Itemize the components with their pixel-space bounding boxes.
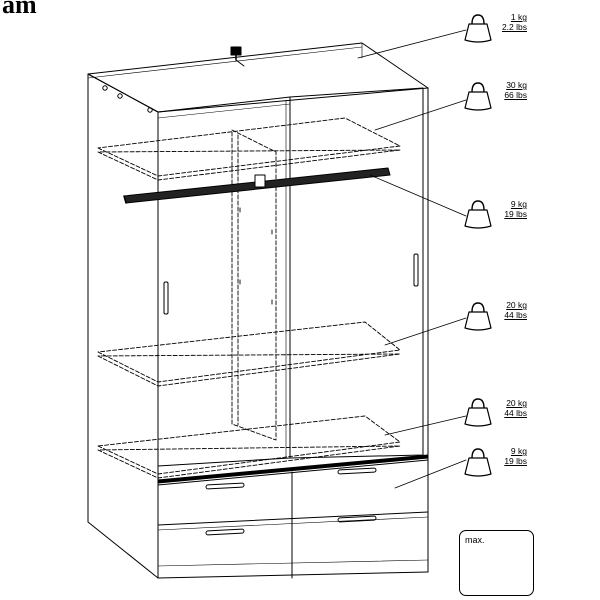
load-label-drawer (487, 446, 527, 466)
load-lbs: 2.2 lbs (501, 22, 527, 32)
load-kg: 20 kg (506, 300, 527, 310)
load-lbs: 66 lbs (504, 90, 527, 100)
load-label-hanging-rail (487, 199, 527, 219)
load-kg: 9 kg (510, 199, 527, 209)
leader-lines (358, 30, 466, 488)
load-kg: 1 kg (510, 12, 527, 22)
load-lbs: 44 lbs (504, 408, 527, 418)
load-kg: 30 kg (506, 80, 527, 90)
load-kg: 9 kg (510, 446, 527, 456)
right-door-handle (414, 254, 418, 286)
load-lbs: 44 lbs (504, 310, 527, 320)
hanging-rail (124, 168, 390, 203)
load-kg: 20 kg (506, 398, 527, 408)
drawer-handle-bottom-left (206, 529, 244, 535)
max-load-label: max. (465, 535, 485, 545)
drawers (158, 455, 428, 578)
load-label-bottom-shelf (487, 398, 527, 418)
drawer-handle-top-right (338, 468, 376, 474)
load-lbs: 19 lbs (504, 209, 527, 219)
wardrobe-carcass (88, 43, 428, 578)
load-label-middle-shelf (487, 300, 527, 320)
load-label-top (487, 12, 527, 32)
load-lbs: 19 lbs (504, 456, 527, 466)
left-door-handle (164, 282, 168, 314)
load-label-upper-shelf (487, 80, 527, 100)
drawer-handle-top-left (206, 483, 244, 489)
sliding-doors (158, 88, 423, 466)
max-load-box (459, 530, 534, 596)
header-text-fragment: am (2, 0, 37, 19)
